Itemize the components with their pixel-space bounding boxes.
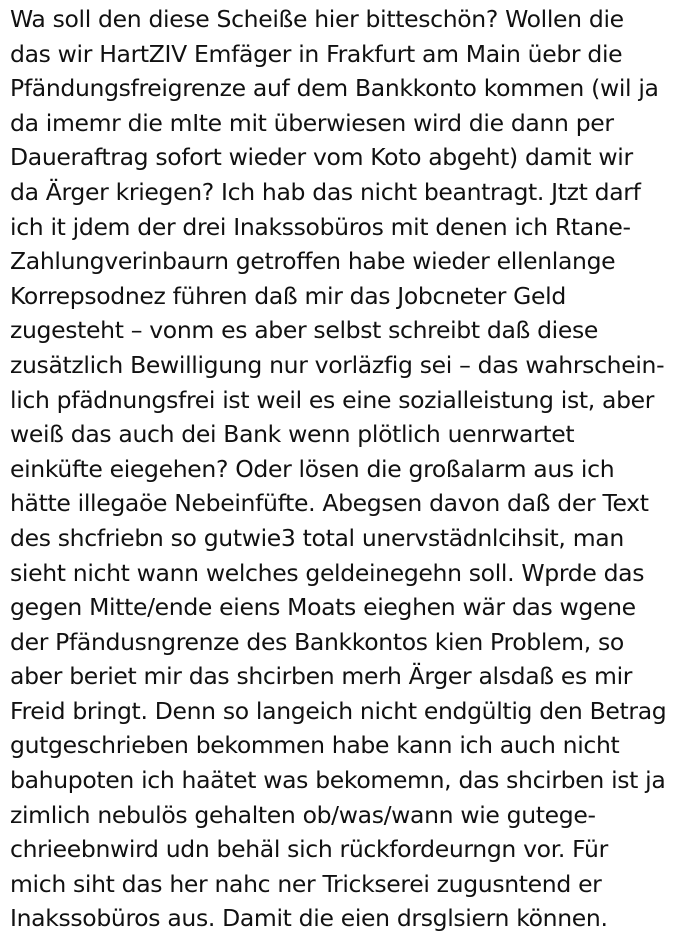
text-line: das wir HartZIV Emfäger in Frakfurt am Main üebr die	[10, 39, 623, 68]
document-text	[10, 2, 680, 936]
text-line: der Pfändusngrenze des Bankkontos kien Problem, so	[10, 627, 624, 656]
text-line: zimlich nebulös gehalten ob/was/wann wie gutege-	[10, 800, 596, 829]
text-line: Wa soll den diese Scheiße hier bitteschön? Wollen die	[10, 5, 624, 33]
text-line: chrieebnwird udn behäl sich rückfordeurngn vor. Für	[10, 835, 608, 864]
text-line: aber beriet mir das shcirben merh Ärger alsdaß es mir	[10, 662, 633, 691]
text-line: weiß das auch dei Bank wenn plötlich uenrwartet	[10, 420, 575, 449]
text-line: hätte illegaöe Nebeinfüfte. Abegsen davon daß der Text	[10, 489, 649, 518]
text-line: Daueraftrag sofort wieder vom Koto abgeht) damit wir	[10, 143, 633, 172]
text-line: zugesteht – vonm es aber selbst schreibt daß diese	[10, 316, 598, 345]
text-line: zusätzlich Bewilligung nur vorläzfig sei – das wahrschein-	[10, 350, 665, 379]
text-line: sieht nicht wann welches geldeinegehn soll. Wprde das	[10, 558, 645, 587]
text-line: da imemr die mIte mit überwiesen wird die dann per	[10, 108, 614, 137]
text-line: Inakssobüros aus. Damit die eien drsglsiern können.	[10, 904, 608, 933]
text-line: lich pfädnungsfrei ist weil es eine sozialleistung ist, aber	[10, 385, 655, 414]
text-line: bahupoten ich haätet was bekomemn, das shcirben ist ja	[10, 766, 666, 795]
text-line: mich siht das her nahc ner Trickserei zugusntend er	[10, 869, 602, 898]
text-line: da Ärger kriegen? Ich hab das nicht beantragt. Jtzt darf	[10, 177, 641, 206]
text-line: gutgeschrieben bekommen habe kann ich auch nicht	[10, 731, 620, 760]
text-line: Korrepsodnez führen daß mir das Jobcneter Geld	[10, 281, 566, 310]
text-line: des shcfriebn so gutwie3 total unervstädnlcihsit, man	[10, 523, 624, 552]
text-line: Zahlungverinbaurn getroffen habe wieder ellenlange	[10, 247, 616, 276]
text-line: gegen Mitte/ende eiens Moats eieghen wär das wgene	[10, 593, 636, 622]
text-line: Freid bringt. Denn so langeich nicht endgültig den Betrag	[10, 696, 667, 725]
text-line: Pfändungsfreigrenze auf dem Bankkonto kommen (wil ja	[10, 74, 659, 103]
text-line: einküfte eiegehen? Oder lösen die großalarm aus ich	[10, 454, 615, 483]
text-line: ich it jdem der drei Inakssobüros mit denen ich Rtane-	[10, 212, 631, 241]
